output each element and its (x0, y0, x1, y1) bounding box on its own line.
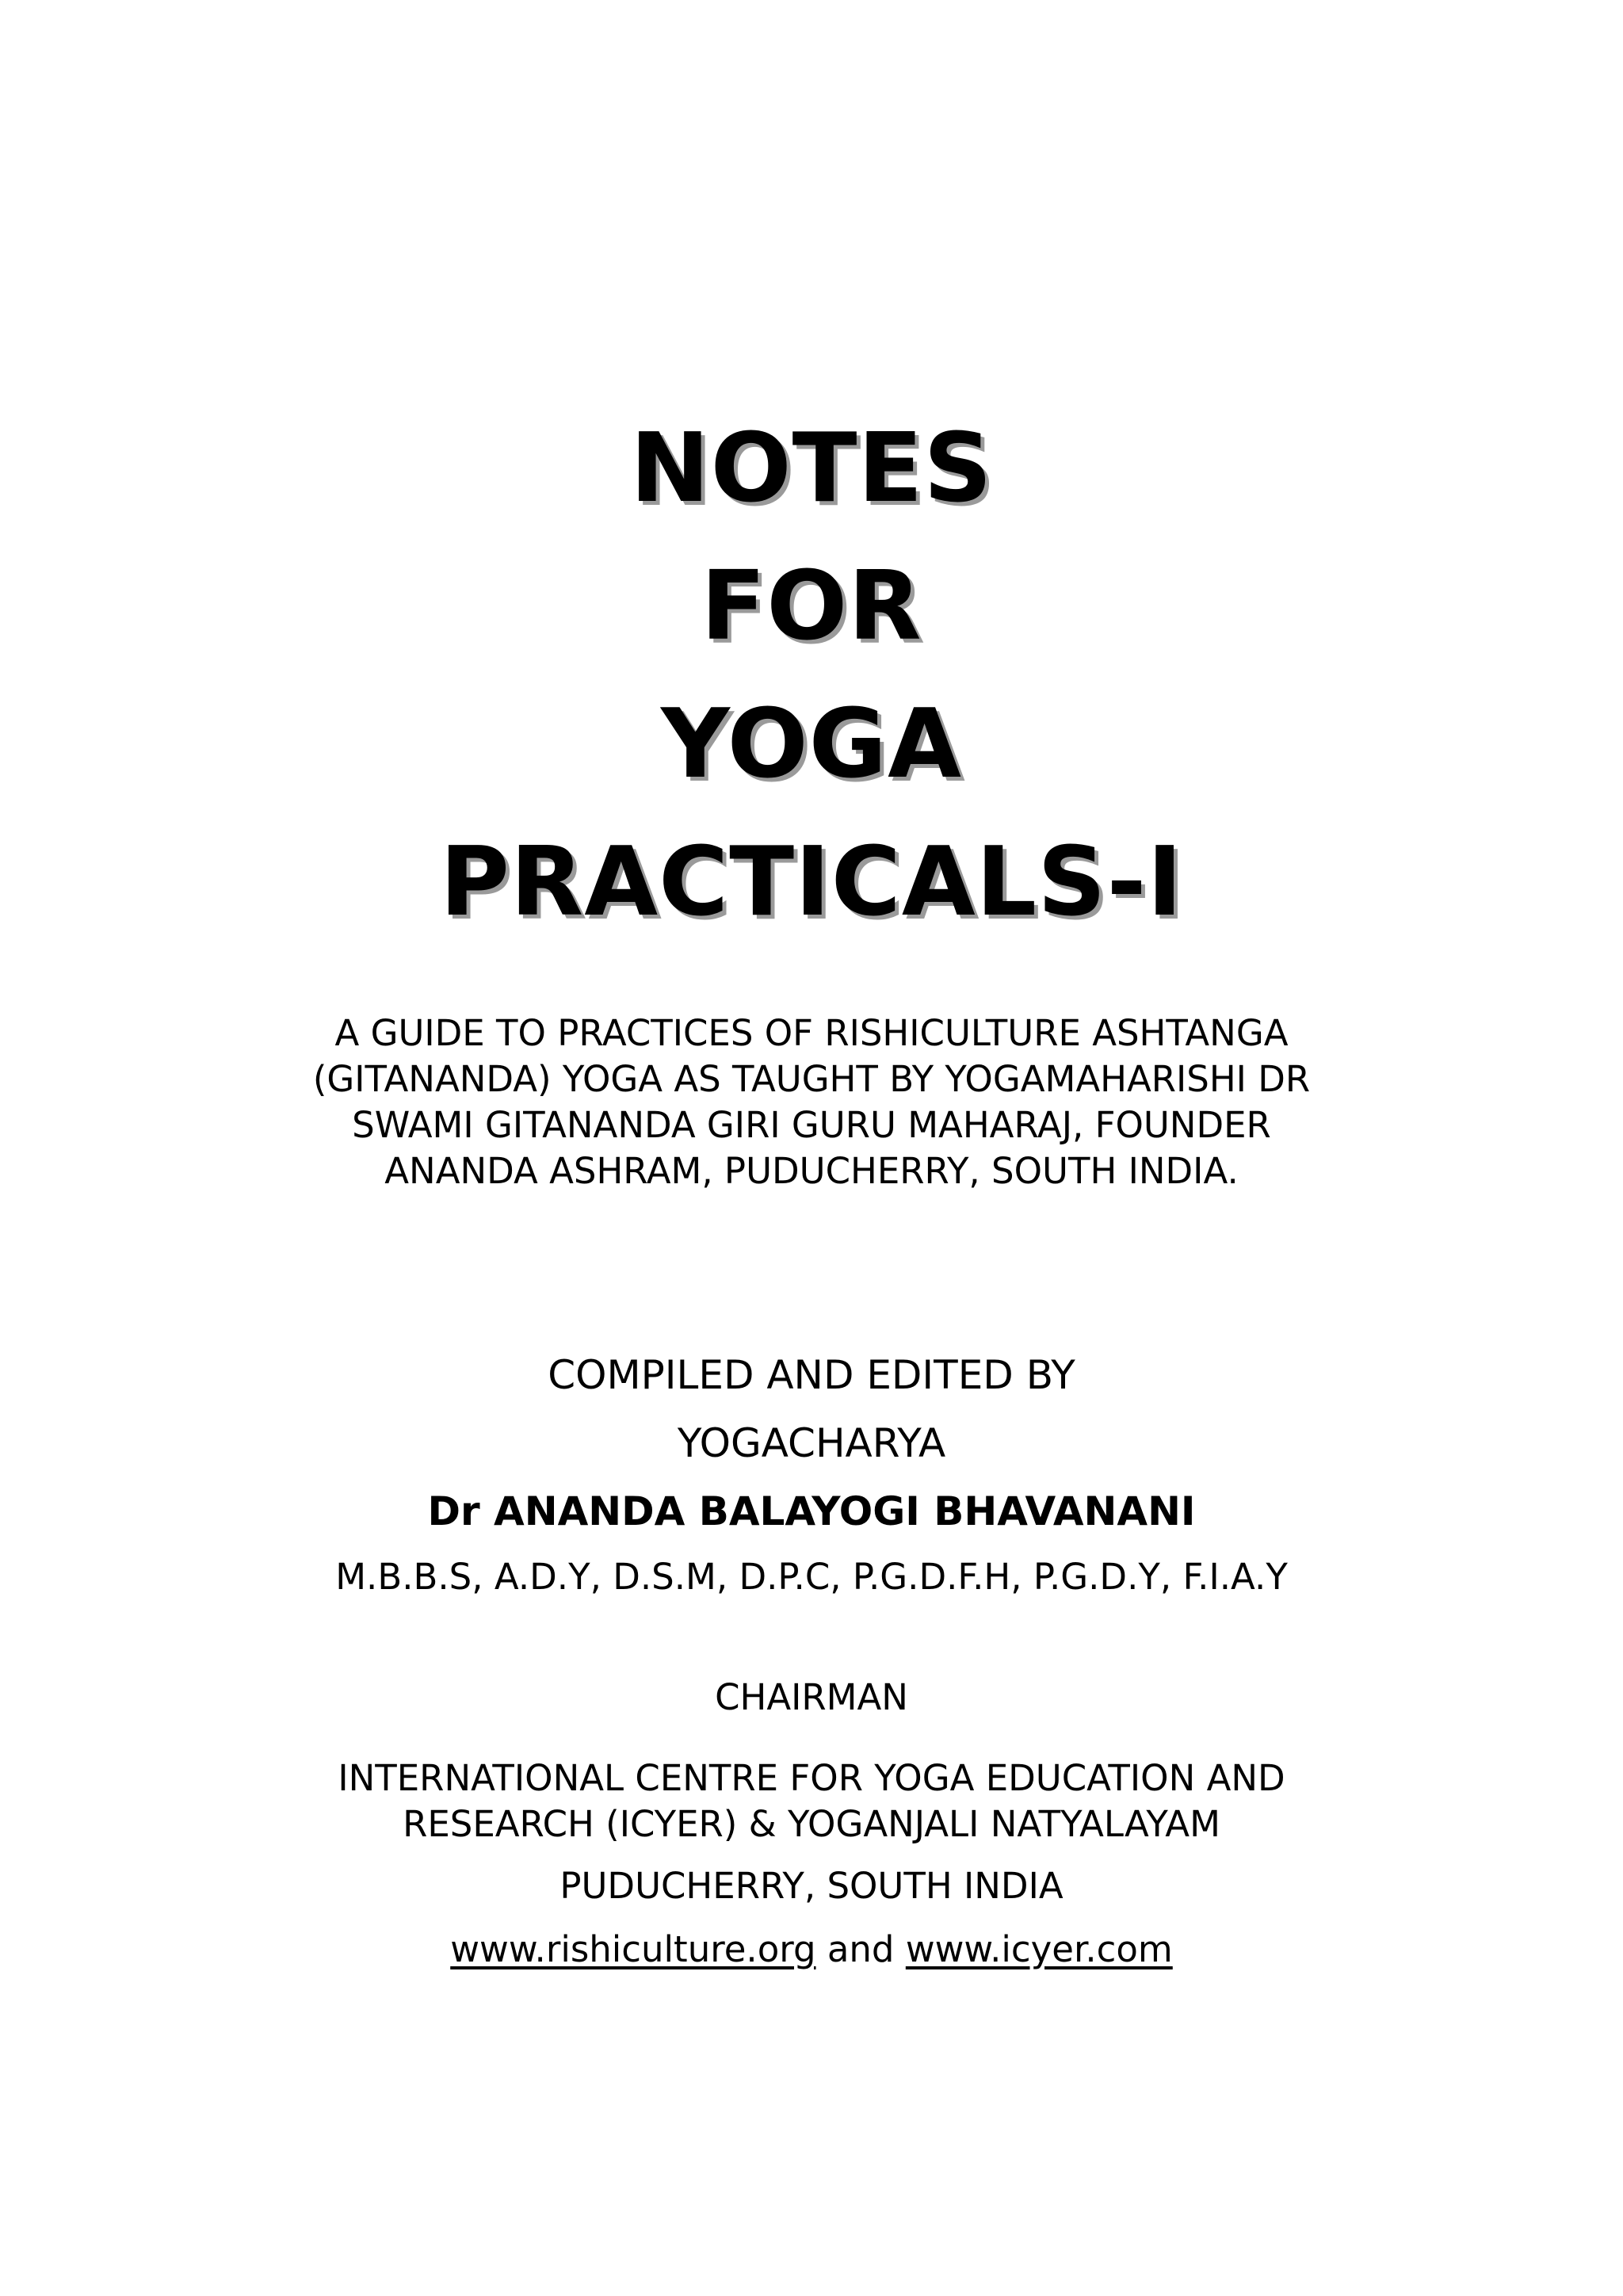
icyer-link[interactable]: www.icyer.com (905, 1928, 1173, 1970)
affiliation-location: PUDUCHERRY, SOUTH INDIA (559, 1865, 1064, 1907)
subtitle-line-1: A GUIDE TO PRACTICES OF RISHICULTURE ASHTANGA (334, 1012, 1289, 1054)
title-line-2: FOR (701, 552, 922, 662)
title-line-3: YOGA (661, 690, 962, 800)
author-role: YOGACHARYA (677, 1420, 946, 1466)
subtitle (0, 1010, 1623, 1194)
author-degrees: M.B.B.S, A.D.Y, D.S.M, D.P.C, P.G.D.F.H, P.G.D.Y, F.I.A.Y (335, 1556, 1288, 1598)
affiliation-organization (0, 1755, 1623, 1847)
compiled-by-label: COMPILED AND EDITED BY (548, 1352, 1075, 1398)
title-line-4: PRACTICALS-I (439, 827, 1184, 938)
subtitle-line-2: (GITANANDA) YOGA AS TAUGHT BY YOGAMAHARISHI DR (312, 1058, 1311, 1100)
website-links (0, 1924, 1623, 1975)
rishiculture-link[interactable]: www.rishiculture.org (450, 1928, 816, 1970)
affiliation-position: CHAIRMAN (715, 1676, 908, 1718)
subtitle-line-3: SWAMI GITANANDA GIRI GURU MAHARAJ, FOUNDER (352, 1104, 1271, 1146)
subtitle-line-4: ANANDA ASHRAM, PUDUCHERRY, SOUTH INDIA. (384, 1150, 1239, 1192)
organization-line-2: RESEARCH (ICYER) & YOGANJALI NATYALAYAM (403, 1803, 1220, 1845)
links-joiner: and (815, 1928, 906, 1970)
author-name: Dr ANANDA BALAYOGI BHAVANANI (427, 1488, 1196, 1534)
organization-line-1: INTERNATIONAL CENTRE FOR YOGA EDUCATION AND (338, 1757, 1285, 1799)
title-line-1: NOTES (630, 414, 993, 524)
page-title (0, 400, 1623, 952)
